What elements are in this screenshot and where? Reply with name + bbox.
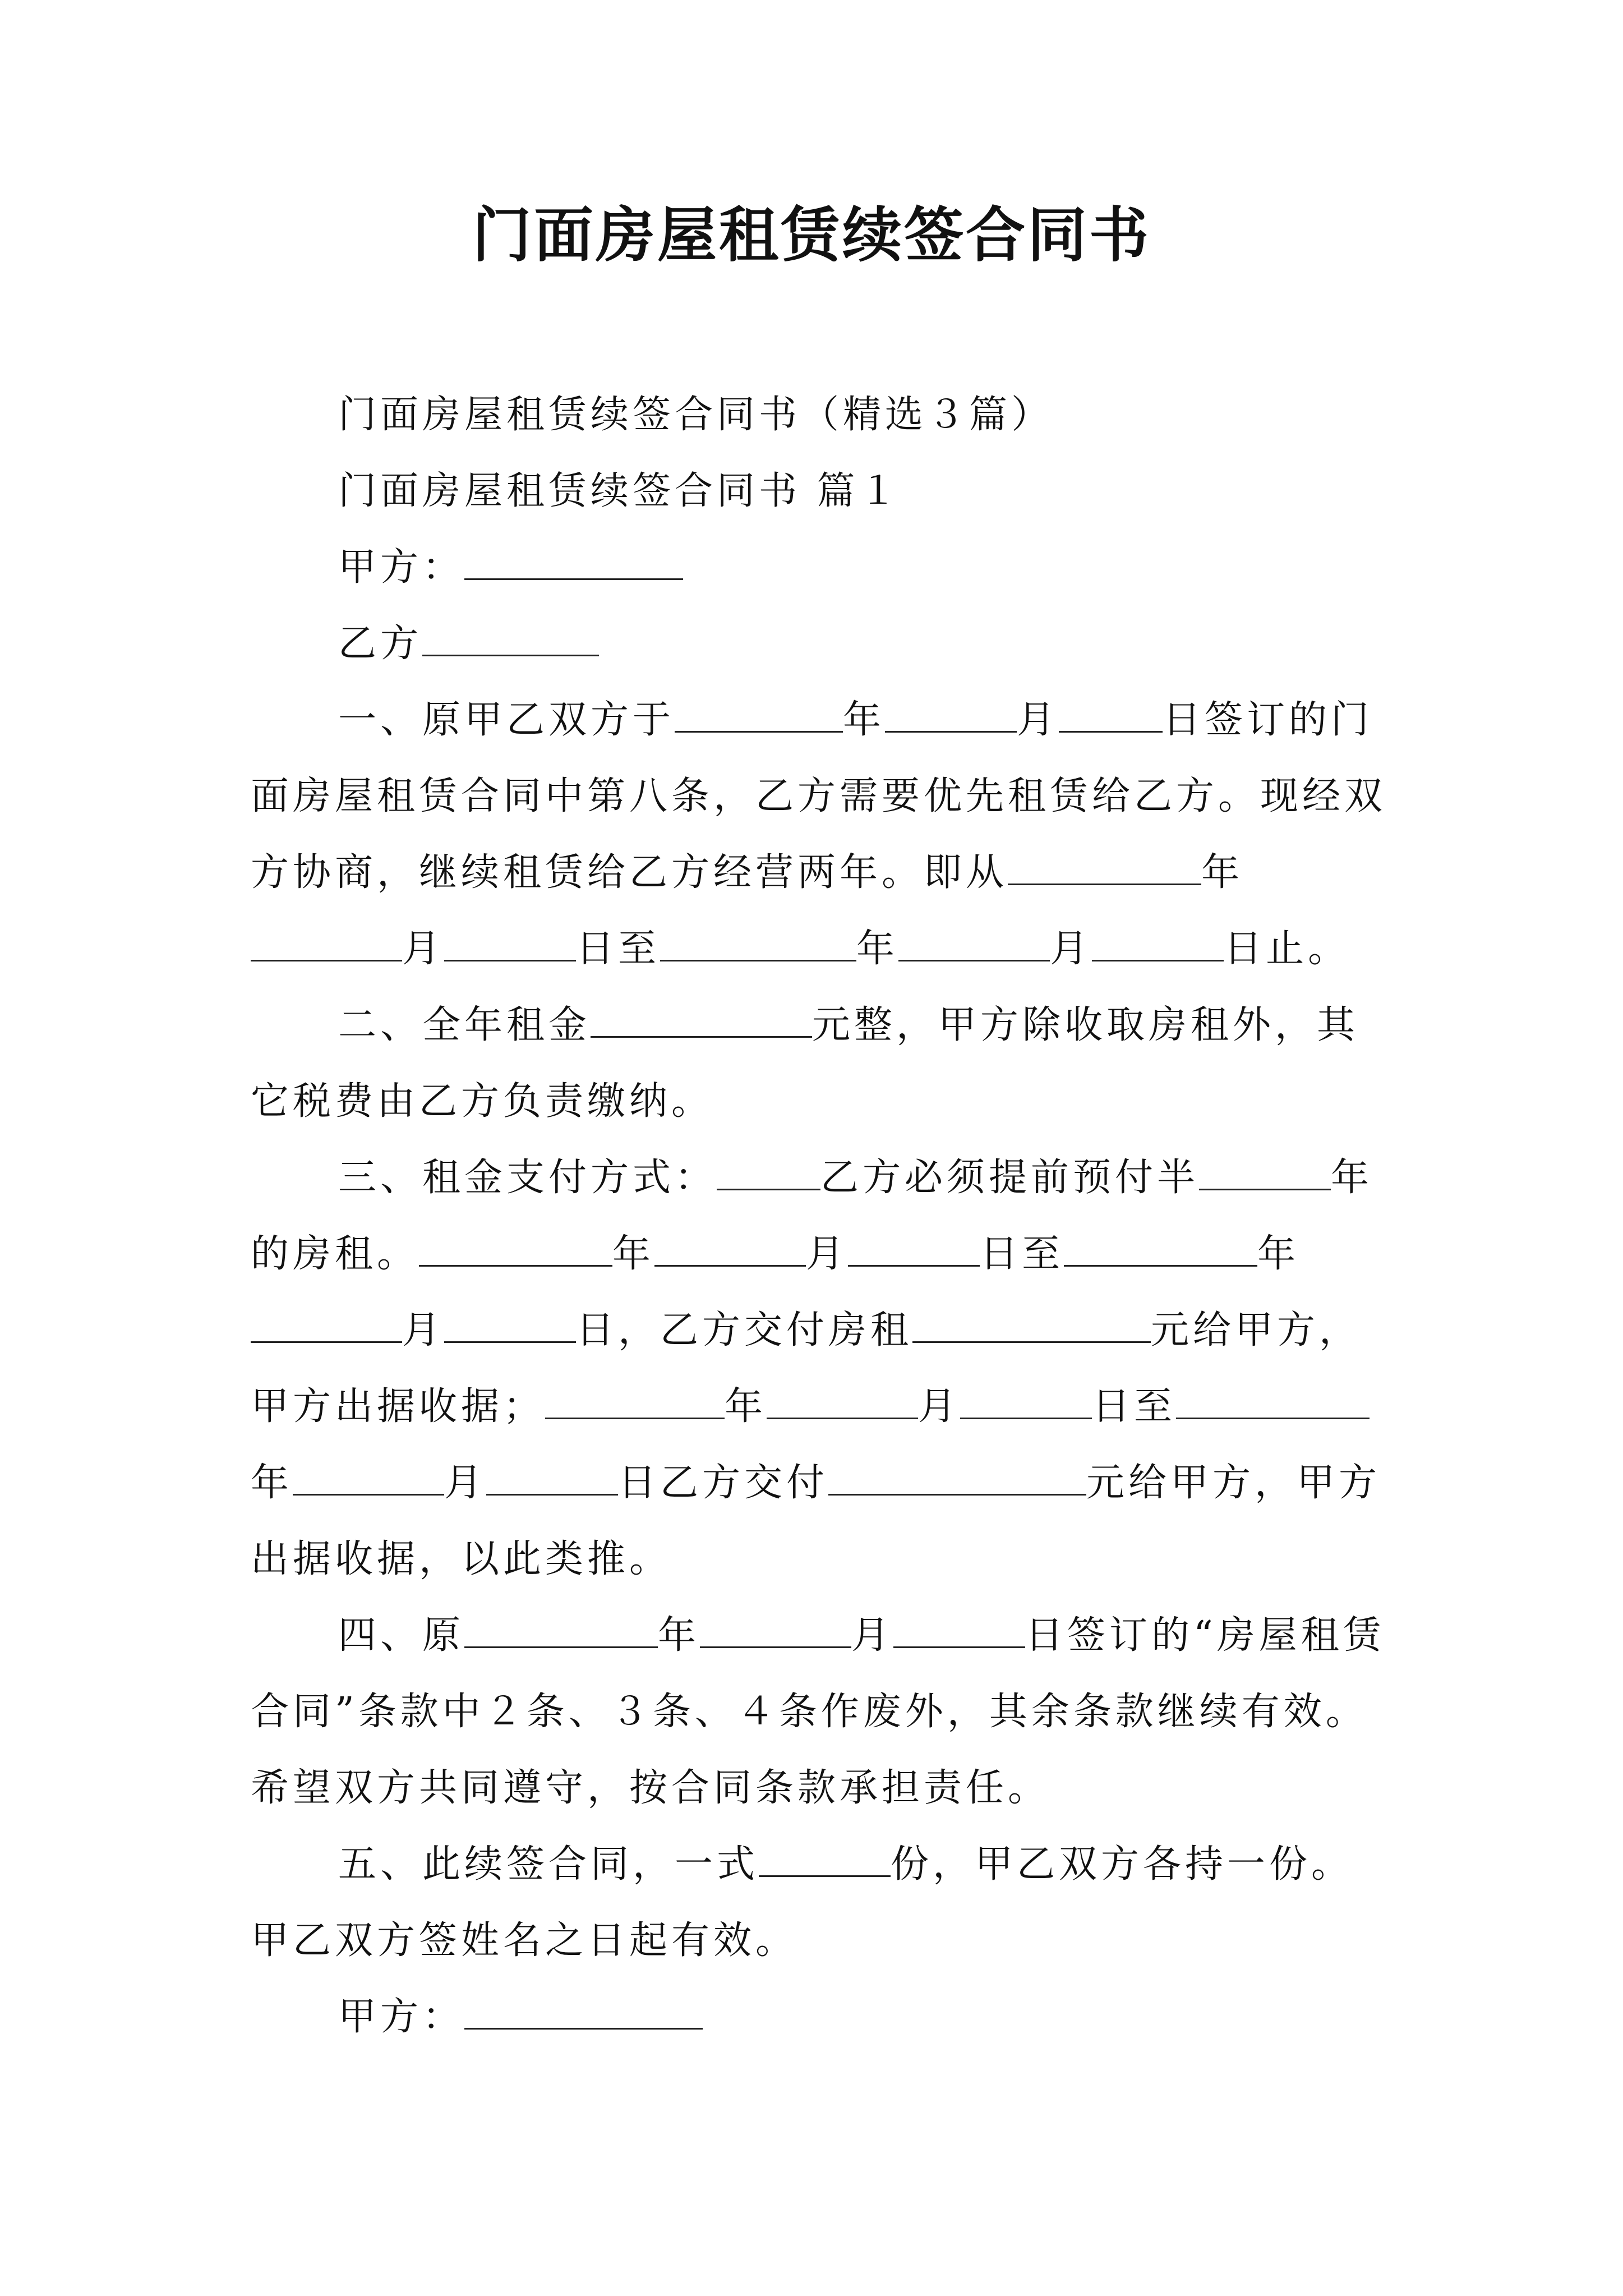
clause-1: 一、原甲乙双方于 年 月 日签订的门面房屋租赁合同中第八条，乙方需要优先租赁给乙方。现经双方协商，继续租赁给乙方经营两年。即从 年月 日至 年 月 日止。 [251,698,1387,971]
blank [293,1461,444,1496]
party-a-line: 甲方： [251,530,1391,606]
blank [828,1461,1086,1496]
clause-3: 三、租金支付方式： 乙方必须提前预付半 年的房租。 年 月 日至 年月 日，乙方交付房租 元给甲方，甲方出据收据； 年 月 日至年 月 日乙方交付 元给甲方，甲方出据收据，以此类推。 [251,1156,1381,1581]
blank [675,698,843,733]
blank [1092,927,1224,961]
party-b-line: 乙方 [251,606,1391,682]
blank [767,1385,918,1419]
blank [898,927,1050,961]
party-a-sign-blank [464,1995,703,2030]
document-body [251,377,1391,2055]
blank [759,1843,891,1877]
blank [700,1614,851,1648]
blank [591,1004,812,1038]
blank [960,1385,1092,1419]
subtitle: 门面房屋租赁续签合同书（精选３篇） [338,393,1054,437]
blank [419,1232,612,1267]
blank [1064,1232,1257,1267]
blank [251,1309,402,1343]
blank [893,1614,1025,1648]
blank [660,927,856,961]
blank [444,927,576,961]
blank [654,1232,806,1267]
clause-5: 五、此续签合同，一式 份，甲乙双方各持一份。甲乙双方签姓名之日起有效。 [251,1842,1354,1963]
clause-2: 二、全年租金 元整，甲方除收取房租外，其它税费由乙方负责缴纳。 [251,1003,1359,1124]
blank [444,1309,576,1343]
blank [545,1385,725,1419]
blank [464,1614,658,1648]
blank [848,1232,980,1267]
blank [1059,698,1163,733]
blank [1199,1156,1331,1190]
blank [912,1309,1151,1343]
blank [1176,1385,1370,1419]
section-title: 门面房屋租赁续签合同书 篇１ [338,469,901,513]
blank [1008,851,1201,885]
blank [717,1156,820,1190]
blank [251,927,402,961]
party-b-blank [422,622,599,656]
blank [486,1461,618,1496]
party-a-blank [464,546,683,580]
clause-4: 四、原 年 月 日签订的“房屋租赁合同”条款中２条、３条、４条作废外，其余条款继续有效。希望双方共同遵守，按合同条款承担责任。 [251,1613,1385,1810]
document-title: 门面房屋租赁续签合同书 [472,201,1151,270]
party-a-sign-line: 甲方： [251,1979,1391,2055]
blank [885,698,1017,733]
